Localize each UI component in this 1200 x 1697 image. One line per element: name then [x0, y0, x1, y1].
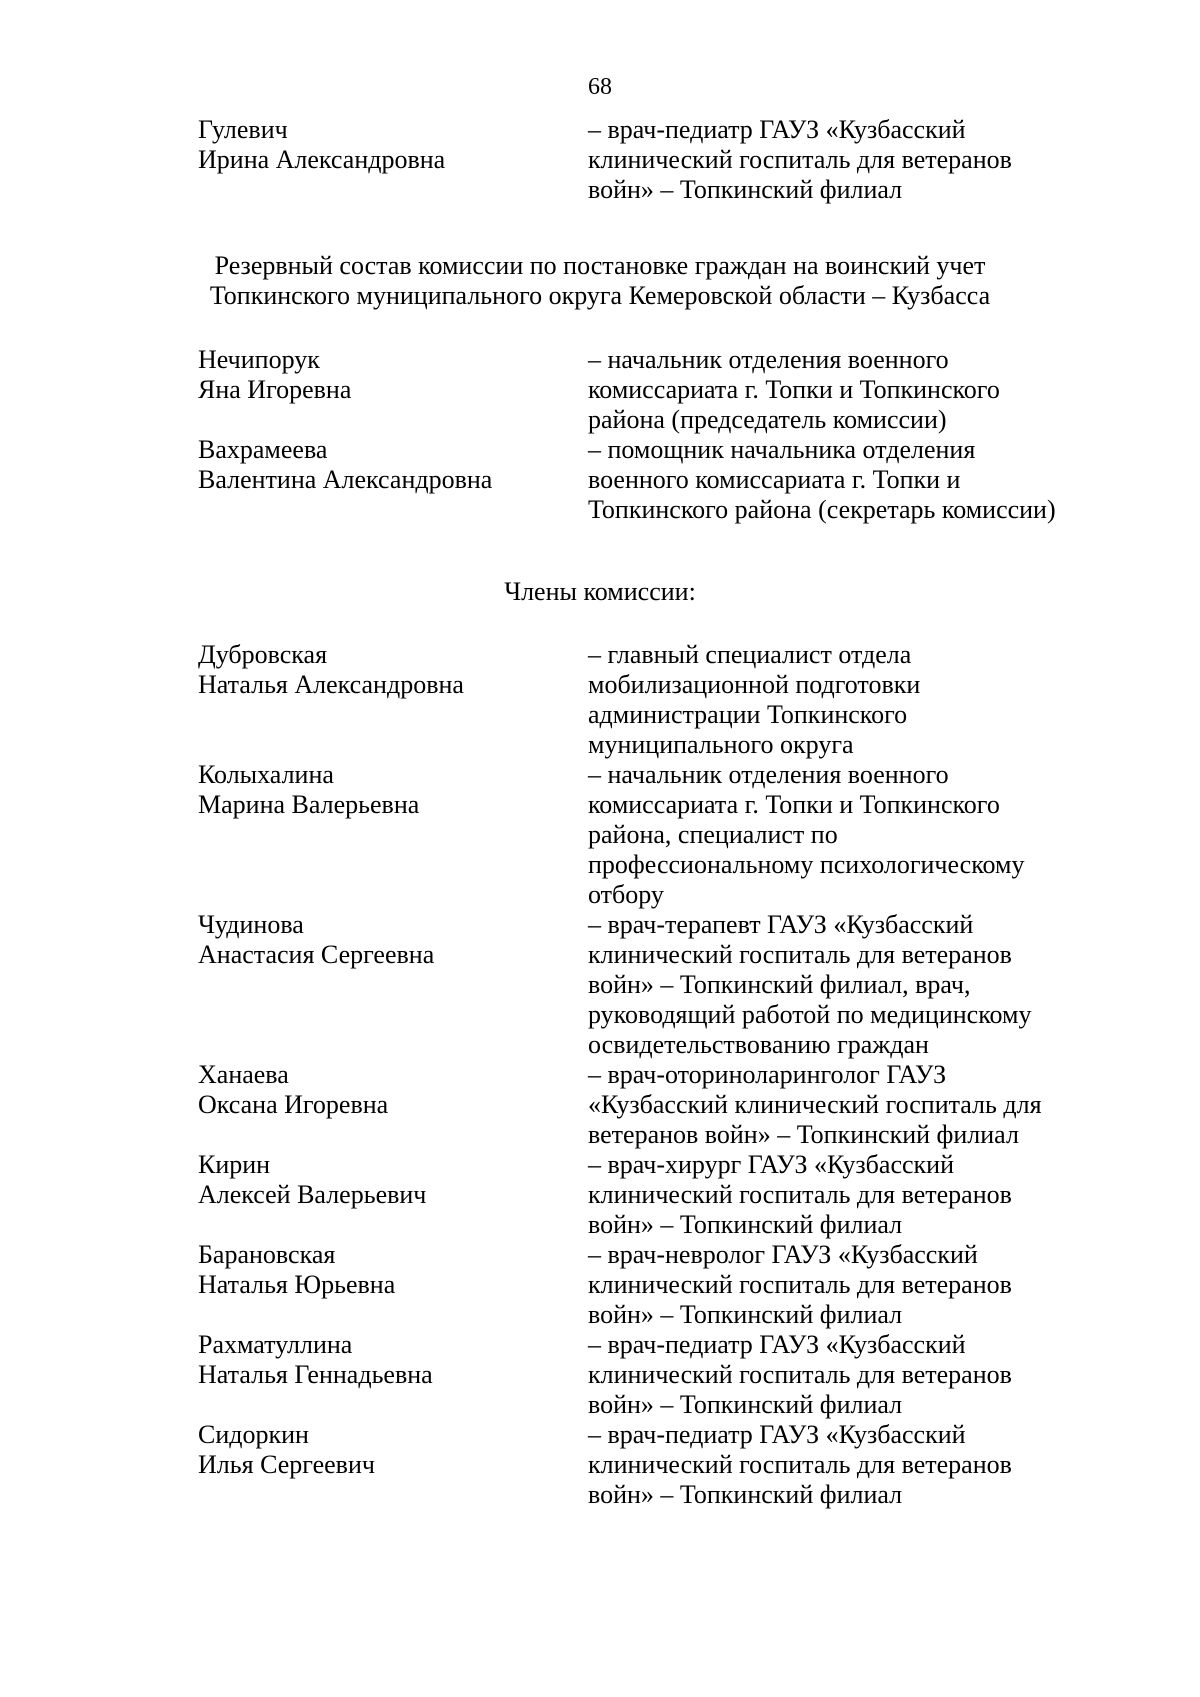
- member-entry: [198, 1060, 1108, 1150]
- member-role: [588, 1150, 1108, 1240]
- leaders-list: [198, 345, 1108, 525]
- member-role-line: освидетельствованию граждан: [588, 1030, 929, 1059]
- member-role-line: военного комиссариата г. Топки и: [588, 465, 961, 494]
- member-role-line: войн» – Топкинский филиал: [588, 1300, 903, 1329]
- member-given-names: Яна Игоревна: [198, 375, 352, 404]
- member-role-line: отбору: [588, 880, 664, 909]
- leader-entry: [198, 345, 1108, 435]
- member-given-names: Наталья Александровна: [198, 670, 464, 699]
- member-entry: [198, 1420, 1108, 1510]
- member-role-line: комиссариата г. Топки и Топкинского: [588, 375, 1000, 404]
- member-name: [198, 1240, 588, 1330]
- member-role-line: Топкинского района (секретарь комиссии): [588, 495, 1056, 524]
- member-role-line: – врач-педиатр ГАУЗ «Кузбасский: [588, 115, 966, 144]
- member-entry: [198, 1240, 1108, 1330]
- member-name: [198, 640, 588, 760]
- page-number: 68: [588, 74, 612, 100]
- member-role-line: – врач-педиатр ГАУЗ «Кузбасский: [588, 1330, 966, 1359]
- member-role: [588, 910, 1108, 1060]
- member-role-line: администрации Топкинского: [588, 700, 908, 729]
- member-role-line: клинический госпиталь для ветеранов: [588, 1360, 1012, 1389]
- member-given-names: Валентина Александровна: [198, 465, 493, 494]
- members-list: [198, 640, 1108, 1510]
- member-role-line: – главный специалист отдела: [588, 640, 912, 669]
- member-given-names: Алексей Валерьевич: [198, 1180, 427, 1209]
- member-role-line: войн» – Топкинский филиал: [588, 175, 903, 204]
- member-surname: Рахматуллина: [198, 1330, 353, 1359]
- member-role: [588, 760, 1108, 910]
- member-role-line: – врач-педиатр ГАУЗ «Кузбасский: [588, 1420, 966, 1449]
- member-name: [198, 760, 588, 910]
- member-role-line: войн» – Топкинский филиал, врач,: [588, 970, 971, 999]
- member-role-line: – врач-невролог ГАУЗ «Кузбасский: [588, 1240, 978, 1269]
- member-role-line: ветеранов войн» – Топкинский филиал: [588, 1120, 1019, 1149]
- member-name: [198, 1060, 588, 1150]
- member-surname: Сидоркин: [198, 1420, 309, 1449]
- member-role-line: клинический госпиталь для ветеранов: [588, 1270, 1012, 1299]
- member-surname: Гулевич: [198, 115, 288, 144]
- member-role: [588, 435, 1108, 525]
- member-role-line: – врач-оториноларинголог ГАУЗ: [588, 1060, 947, 1089]
- member-given-names: Марина Валерьевна: [198, 790, 420, 819]
- member-role-line: района, специалист по: [588, 820, 838, 849]
- member-role-line: – помощник начальника отделения: [588, 435, 976, 464]
- member-entry: [198, 115, 1108, 205]
- member-name: [198, 435, 588, 525]
- reserve-heading-line: Топкинского муниципального округа Кемеровской области – Кузбасса: [209, 281, 991, 310]
- member-surname: Ханаева: [198, 1060, 289, 1089]
- member-entry: [198, 1150, 1108, 1240]
- member-surname: Барановская: [198, 1240, 336, 1269]
- member-role-line: войн» – Топкинский филиал: [588, 1480, 903, 1509]
- member-role-line: мобилизационной подготовки: [588, 670, 921, 699]
- member-name: [198, 1330, 588, 1420]
- member-given-names: Ирина Александровна: [198, 145, 446, 174]
- member-surname: Дубровская: [198, 640, 328, 669]
- member-surname: Чудинова: [198, 910, 304, 939]
- member-role: [588, 1420, 1108, 1510]
- member-role-line: комиссариата г. Топки и Топкинского: [588, 790, 1000, 819]
- member-entry: [198, 1330, 1108, 1420]
- member-role: [588, 1240, 1108, 1330]
- member-role-line: руководящий работой по медицинскому: [588, 1000, 1032, 1029]
- member-role: [588, 1330, 1108, 1420]
- members-heading-text: Члены комиссии:: [504, 577, 696, 606]
- member-role-line: клинический госпиталь для ветеранов: [588, 1180, 1012, 1209]
- member-role-line: клинический госпиталь для ветеранов: [588, 1450, 1012, 1479]
- member-role-line: войн» – Топкинский филиал: [588, 1210, 903, 1239]
- member-name: [198, 1420, 588, 1510]
- member-entry: [198, 760, 1108, 910]
- member-name: [198, 345, 588, 435]
- member-name: [198, 1150, 588, 1240]
- member-role: [588, 345, 1108, 435]
- member-role-line: – врач-терапевт ГАУЗ «Кузбасский: [588, 910, 974, 939]
- member-role-line: клинический госпиталь для ветеранов: [588, 145, 1012, 174]
- reserve-heading-line: Резервный состав комиссии по постановке граждан на воинский учет: [214, 251, 986, 280]
- leader-entry: [198, 435, 1108, 525]
- member-surname: Колыхалина: [198, 760, 334, 789]
- member-role-line: войн» – Топкинский филиал: [588, 1390, 903, 1419]
- member-surname: Вахрамеева: [198, 435, 328, 464]
- member-name: [198, 910, 588, 1060]
- member-given-names: Илья Сергеевич: [198, 1450, 375, 1479]
- member-role-line: клинический госпиталь для ветеранов: [588, 940, 1012, 969]
- member-role: [588, 115, 1108, 205]
- members-heading: [0, 577, 1200, 607]
- member-given-names: Наталья Юрьевна: [198, 1270, 396, 1299]
- member-role: [588, 640, 1108, 760]
- member-role-line: – начальник отделения военного: [588, 760, 949, 789]
- member-role-line: – врач-хирург ГАУЗ «Кузбасский: [588, 1150, 954, 1179]
- member-given-names: Наталья Геннадьевна: [198, 1360, 433, 1389]
- member-given-names: Оксана Игоревна: [198, 1090, 389, 1119]
- member-surname: Кирин: [198, 1150, 271, 1179]
- member-role-line: профессиональному психологическому: [588, 850, 1025, 879]
- member-role-line: «Кузбасский клинический госпиталь для: [588, 1090, 1042, 1119]
- member-name: [198, 115, 588, 205]
- member-role-line: района (председатель комиссии): [588, 405, 947, 434]
- member-given-names: Анастасия Сергеевна: [198, 940, 435, 969]
- member-role: [588, 1060, 1108, 1150]
- member-role-line: – начальник отделения военного: [588, 345, 949, 374]
- member-role-line: муниципального округа: [588, 730, 854, 759]
- member-surname: Нечипорук: [198, 345, 320, 374]
- member-entry: [198, 910, 1108, 1060]
- intro-members-list: [198, 115, 1108, 205]
- member-entry: [198, 640, 1108, 760]
- reserve-heading: [0, 251, 1200, 311]
